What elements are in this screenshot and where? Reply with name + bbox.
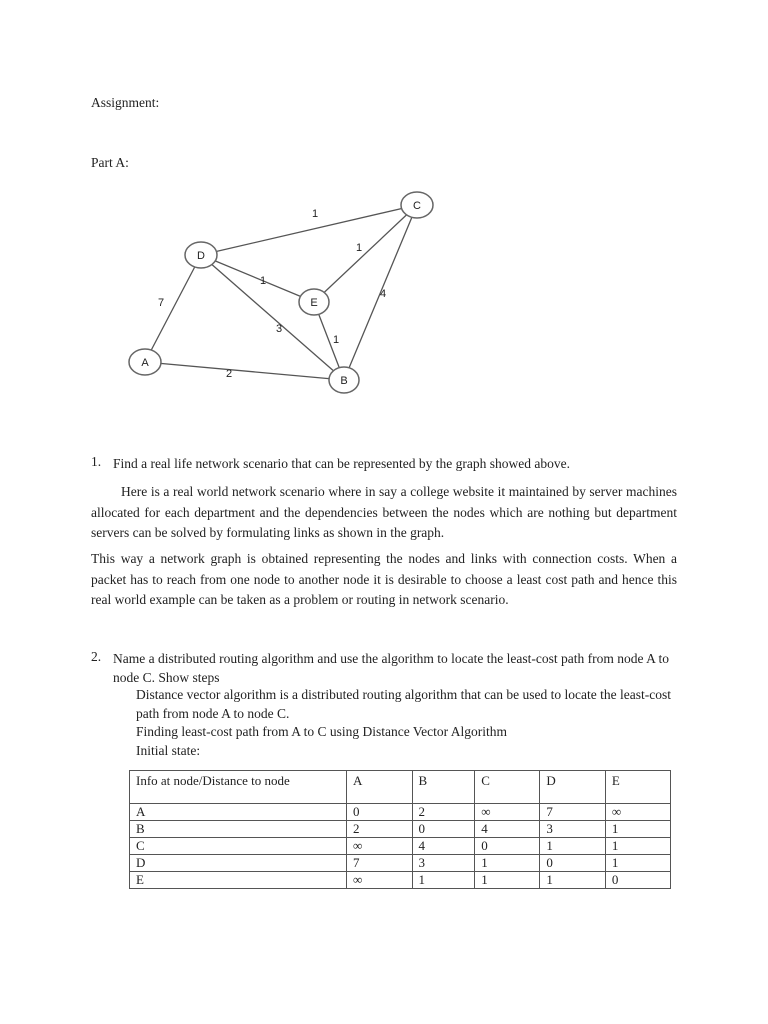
table-cell: 0 — [605, 872, 670, 889]
node-b — [329, 367, 359, 393]
table-cell: 2 — [347, 821, 413, 838]
network-graph — [120, 185, 450, 410]
table-header-cell: A — [347, 771, 413, 804]
weight-d-b: 3 — [276, 323, 283, 335]
node-d — [185, 242, 217, 268]
edge-a-b — [145, 362, 344, 380]
table-cell: 1 — [540, 872, 606, 889]
table-row — [130, 838, 671, 855]
edge-e-c — [314, 205, 417, 302]
table-cell: 0 — [540, 855, 606, 872]
table-cell: 0 — [475, 838, 540, 855]
weight-d-c: 1 — [312, 208, 319, 220]
table-cell: 3 — [540, 821, 606, 838]
table-cell: 4 — [475, 821, 540, 838]
weight-d-a: 7 — [158, 297, 165, 309]
table-cell: D — [130, 855, 347, 872]
edge-d-b — [201, 255, 344, 380]
table-header-cell: B — [412, 771, 475, 804]
table-cell: 1 — [605, 821, 670, 838]
table-cell: 1 — [605, 855, 670, 872]
table-header-row — [130, 771, 671, 804]
node-a — [129, 349, 161, 375]
table-cell: E — [130, 872, 347, 889]
table-row — [130, 872, 671, 889]
node-e — [299, 289, 329, 315]
table-cell: 2 — [412, 804, 475, 821]
table-cell: 1 — [605, 838, 670, 855]
table-cell: 7 — [347, 855, 413, 872]
table-header-cell: C — [475, 771, 540, 804]
node-label-d: D — [197, 250, 205, 262]
table-row — [130, 821, 671, 838]
part-heading: Part A: — [91, 155, 129, 170]
answer-2-line-2: Finding least-cost path from A to C using Distance Vector Algorithm — [136, 724, 507, 739]
table-cell: 1 — [475, 872, 540, 889]
question-2-text: Name a distributed routing algorithm and use the algorithm to locate the least-cost path from node A to node C. Show steps — [113, 651, 669, 685]
table-cell: B — [130, 821, 347, 838]
table-cell: 1 — [412, 872, 475, 889]
table-cell: 0 — [412, 821, 475, 838]
table-cell: C — [130, 838, 347, 855]
node-label-a: A — [141, 357, 149, 369]
answer-1-paragraph-1: Here is a real world network scenario where in say a college website it maintained by server machines allocated for each department and the dependencies between the nodes which are nothing but department servers can be solved by formulating links as shown in the graph. — [91, 484, 677, 540]
table-cell: ∞ — [475, 804, 540, 821]
weight-a-b: 2 — [226, 368, 233, 380]
distance-vector-table — [129, 770, 671, 889]
question-1-text: Find a real life network scenario that can be represented by the graph showed above. — [113, 456, 570, 471]
answer-2-block — [136, 686, 678, 760]
table-header-cell: D — [540, 771, 606, 804]
edge-d-e — [201, 255, 314, 302]
answer-2-line-1: Distance vector algorithm is a distributed routing algorithm that can be used to locate the least-cost path from node A to node C. — [136, 687, 671, 721]
table-cell: 1 — [475, 855, 540, 872]
edge-d-c — [201, 205, 417, 255]
node-label-b: B — [340, 375, 348, 387]
table-header-cell: Info at node/Distance to node — [130, 771, 347, 804]
table-cell: ∞ — [347, 838, 413, 855]
table-cell: 4 — [412, 838, 475, 855]
weight-e-b: 1 — [333, 334, 340, 346]
table-cell: 7 — [540, 804, 606, 821]
answer-2-line-3: Initial state: — [136, 742, 201, 758]
table-cell: 3 — [412, 855, 475, 872]
answer-1-paragraph-2: This way a network graph is obtained representing the nodes and links with connection costs. When a packet has to reach from one node to another node it is desirable to choose a least cost path and hence this real world example can be taken as a problem or routing in network scenario. — [91, 551, 677, 607]
question-1-number: 1. — [91, 454, 102, 469]
weight-e-c: 1 — [356, 242, 363, 254]
table-row — [130, 855, 671, 872]
table-cell: 1 — [540, 838, 606, 855]
node-c — [401, 192, 433, 218]
question-2-number: 2. — [91, 649, 102, 664]
node-label-c: C — [413, 200, 421, 212]
edge-labels — [158, 208, 386, 380]
weight-c-b: 4 — [380, 288, 387, 300]
table-header-cell: E — [605, 771, 670, 804]
table-cell: 0 — [347, 804, 413, 821]
node-label-e: E — [310, 297, 318, 309]
table-cell: ∞ — [605, 804, 670, 821]
table-cell: A — [130, 804, 347, 821]
table-row — [130, 804, 671, 821]
graph-edges — [145, 205, 417, 380]
edge-d-a — [145, 255, 201, 362]
weight-d-e: 1 — [260, 275, 267, 287]
table-cell: ∞ — [347, 872, 413, 889]
assignment-title: Assignment: — [91, 95, 160, 110]
